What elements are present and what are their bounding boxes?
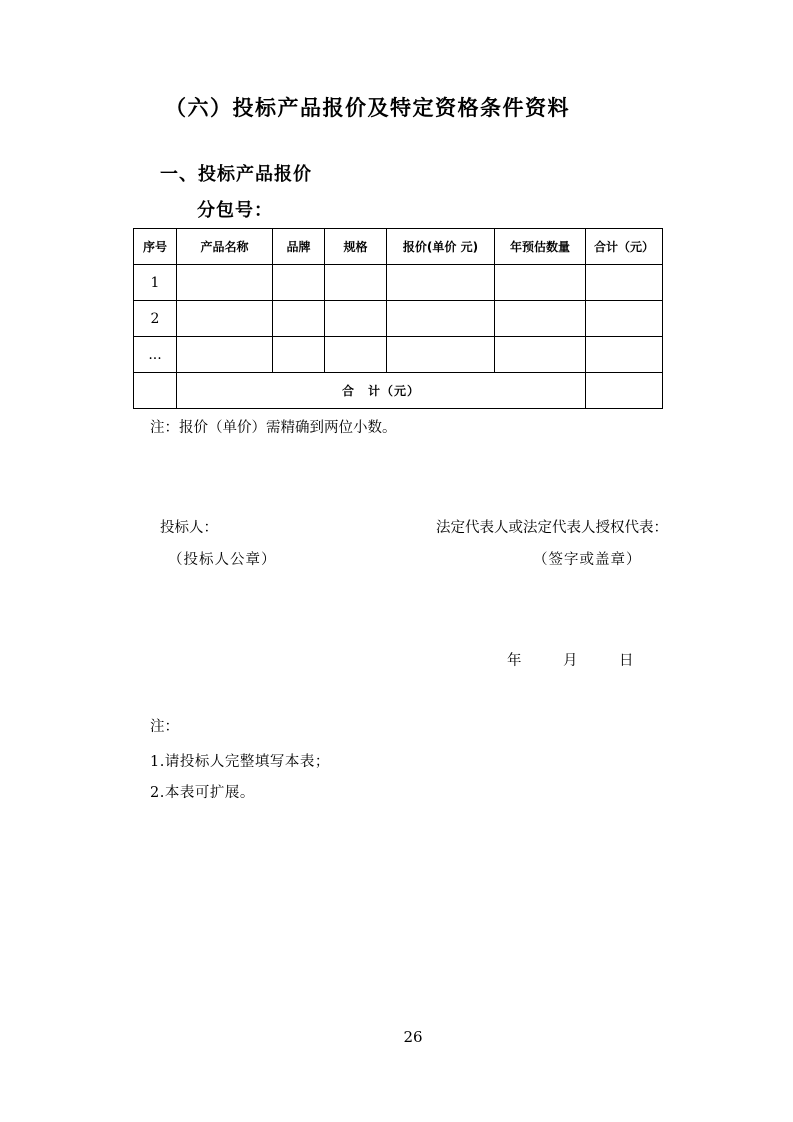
cell-unit-price[interactable] (387, 337, 495, 373)
row-index: 2 (134, 301, 177, 337)
row-index: ... (134, 337, 177, 373)
note-item: 1.请投标人完整填写本表； (150, 754, 330, 770)
cell-annual-quantity[interactable] (495, 337, 586, 373)
date-day-label: 日 (619, 653, 634, 669)
cell-total[interactable] (586, 337, 663, 373)
note-item: 2.本表可扩展。 (150, 785, 255, 801)
date-month-label: 月 (563, 653, 578, 669)
cell-annual-quantity[interactable] (495, 301, 586, 337)
table-row (134, 265, 663, 301)
notes-title: 注： (150, 719, 179, 735)
total-label: 合 计（元） (177, 373, 586, 409)
cell-spec[interactable] (325, 301, 387, 337)
bidder-label: 投标人： (160, 520, 218, 536)
header-total: 合计（元） (586, 229, 663, 265)
cell-unit-price[interactable] (387, 301, 495, 337)
table-header-row (134, 229, 663, 265)
header-product-name: 产品名称 (177, 229, 273, 265)
header-brand: 品牌 (273, 229, 325, 265)
quote-table (133, 228, 663, 409)
cell-spec[interactable] (325, 265, 387, 301)
cell-spec[interactable] (325, 337, 387, 373)
section-heading: 一、投标产品报价 (160, 164, 312, 185)
table-row (134, 337, 663, 373)
header-index: 序号 (134, 229, 177, 265)
representative-sign-label: （签字或盖章） (533, 552, 642, 568)
cell-product-name[interactable] (177, 337, 273, 373)
row-index: 1 (134, 265, 177, 301)
page-title: （六）投标产品报价及特定资格条件资料 (165, 96, 570, 120)
header-annual-quantity: 年预估数量 (495, 229, 586, 265)
package-number-label: 分包号： (197, 200, 273, 221)
cell-total[interactable] (586, 265, 663, 301)
cell-unit-price[interactable] (387, 265, 495, 301)
cell-product-name[interactable] (177, 301, 273, 337)
page-number: 26 (403, 1028, 423, 1046)
table-note: 注：报价（单价）需精确到两位小数。 (150, 420, 397, 436)
representative-label: 法定代表人或法定代表人授权代表： (436, 520, 668, 536)
bidder-seal-label: （投标人公章） (168, 552, 277, 568)
cell-brand[interactable] (273, 265, 325, 301)
cell-product-name[interactable] (177, 265, 273, 301)
cell-total[interactable] (586, 301, 663, 337)
total-row-index-cell (134, 373, 177, 409)
header-unit-price: 报价(单价 元) (387, 229, 495, 265)
cell-grand-total[interactable] (586, 373, 663, 409)
cell-brand[interactable] (273, 337, 325, 373)
date-year-label: 年 (507, 653, 522, 669)
cell-annual-quantity[interactable] (495, 265, 586, 301)
cell-brand[interactable] (273, 301, 325, 337)
table-row (134, 301, 663, 337)
header-spec: 规格 (325, 229, 387, 265)
table-total-row (134, 373, 663, 409)
